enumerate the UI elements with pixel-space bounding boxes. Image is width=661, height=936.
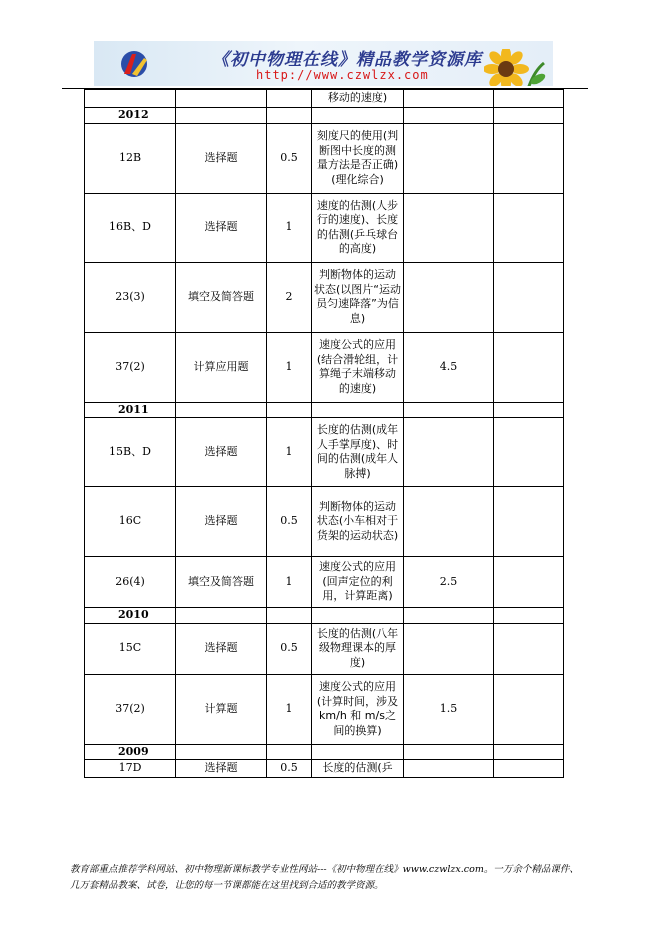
table-row [85,123,564,193]
year-cell: 2011 [85,402,176,418]
topic-cell: 速度公式的应用(回声定位的利用，计算距离) [312,557,404,608]
year-cell: 2009 [85,744,176,760]
table-row [85,262,564,332]
table-row [85,487,564,557]
table-row [85,332,564,402]
exam-analysis-table [84,89,564,778]
year-row [85,402,564,418]
score-cell: 1 [267,418,312,487]
topic-cell: 速度的估测(人步行的速度)、长度的估测(乒乓球台的高度) [312,193,404,262]
score-cell: 1 [267,193,312,262]
total-score-cell: 2.5 [404,557,494,608]
score-cell: 1 [267,674,312,744]
empty-cell [494,332,564,402]
total-score-cell [404,123,494,193]
empty-cell [494,262,564,332]
topic-cell: 速度公式的应用(结合滑轮组，计算绳子末端移动的速度) [312,332,404,402]
topic-cell: 判断物体的运动状态(小车相对于货架的运动状态) [312,487,404,557]
question-type-cell: 计算应用题 [176,332,267,402]
total-score-cell [404,193,494,262]
question-number-cell: 16B、D [85,193,176,262]
topic-cell: 长度的估测(八年级物理课本的厚度) [312,623,404,674]
empty-cell [494,193,564,262]
banner-url: http://www.czwlzx.com [256,68,429,82]
score-cell: 1 [267,332,312,402]
total-score-cell: 1.5 [404,674,494,744]
question-type-cell: 选择题 [176,418,267,487]
topic-cell: 长度的估测(成年人手掌厚度)、时间的估测(成年人脉搏) [312,418,404,487]
year-row [85,608,564,624]
question-type-cell: 填空及简答题 [176,262,267,332]
empty-cell [494,557,564,608]
question-number-cell: 37(2) [85,674,176,744]
topic-cell: 判断物体的运动状态(以图片“运动员匀速降落”为信息) [312,262,404,332]
site-logo-icon [118,48,152,80]
empty-cell [494,418,564,487]
question-type-cell: 填空及简答题 [176,557,267,608]
empty-cell [494,674,564,744]
total-score-cell [404,262,494,332]
empty-cell [494,123,564,193]
table-row [85,90,564,108]
score-cell: 1 [267,557,312,608]
question-type-cell: 选择题 [176,623,267,674]
total-score-cell: 4.5 [404,332,494,402]
topic-cell: 长度的估测(乒 [312,760,404,778]
score-cell: 0.5 [267,623,312,674]
question-number-cell: 16C [85,487,176,557]
topic-cell: 刻度尺的使用(判断图中长度的测量方法是否正确)(理化综合) [312,123,404,193]
total-score-cell [404,623,494,674]
table-row [85,193,564,262]
banner-title: 《初中物理在线》精品教学资源库 [212,50,482,70]
year-row [85,744,564,760]
question-number-cell: 15C [85,623,176,674]
table-row [85,418,564,487]
year-cell: 2012 [85,108,176,124]
score-cell: 0.5 [267,760,312,778]
total-score-cell [404,487,494,557]
footer-line-1: 教育部重点推荐学科网站、初中物理新课标教学专业性网站---《初中物理在线》www.czwlzx.com。一万余个精品课件、 [70,864,579,875]
empty-cell [494,487,564,557]
question-number-cell: 23(3) [85,262,176,332]
question-number-cell: 37(2) [85,332,176,402]
year-cell: 2010 [85,608,176,624]
question-type-cell: 选择题 [176,193,267,262]
score-cell: 0.5 [267,487,312,557]
empty-cell [494,760,564,778]
question-number-cell: 17D [85,760,176,778]
score-cell: 2 [267,262,312,332]
year-row [85,108,564,124]
table-row [85,674,564,744]
topic-cell: 速度公式的应用(计算时间，涉及 km/h 和 m/s之间的换算) [312,674,404,744]
table-row [85,623,564,674]
table-row [85,760,564,778]
score-cell: 0.5 [267,123,312,193]
total-score-cell [404,418,494,487]
footer-line-2: 几万套精品教案、试卷，让您的每一节课都能在这里找到合适的教学资源。 [70,880,384,891]
page-footer [70,862,610,894]
question-type-cell: 选择题 [176,123,267,193]
question-type-cell: 选择题 [176,760,267,778]
topic-cell: 移动的速度) [312,90,404,108]
question-number-cell: 12B [85,123,176,193]
sunflower-icon [484,49,550,86]
empty-cell [494,623,564,674]
total-score-cell [404,760,494,778]
question-type-cell: 计算题 [176,674,267,744]
question-number-cell: 15B、D [85,418,176,487]
question-number-cell: 26(4) [85,557,176,608]
site-banner [94,41,553,86]
question-type-cell: 选择题 [176,487,267,557]
table-row [85,557,564,608]
